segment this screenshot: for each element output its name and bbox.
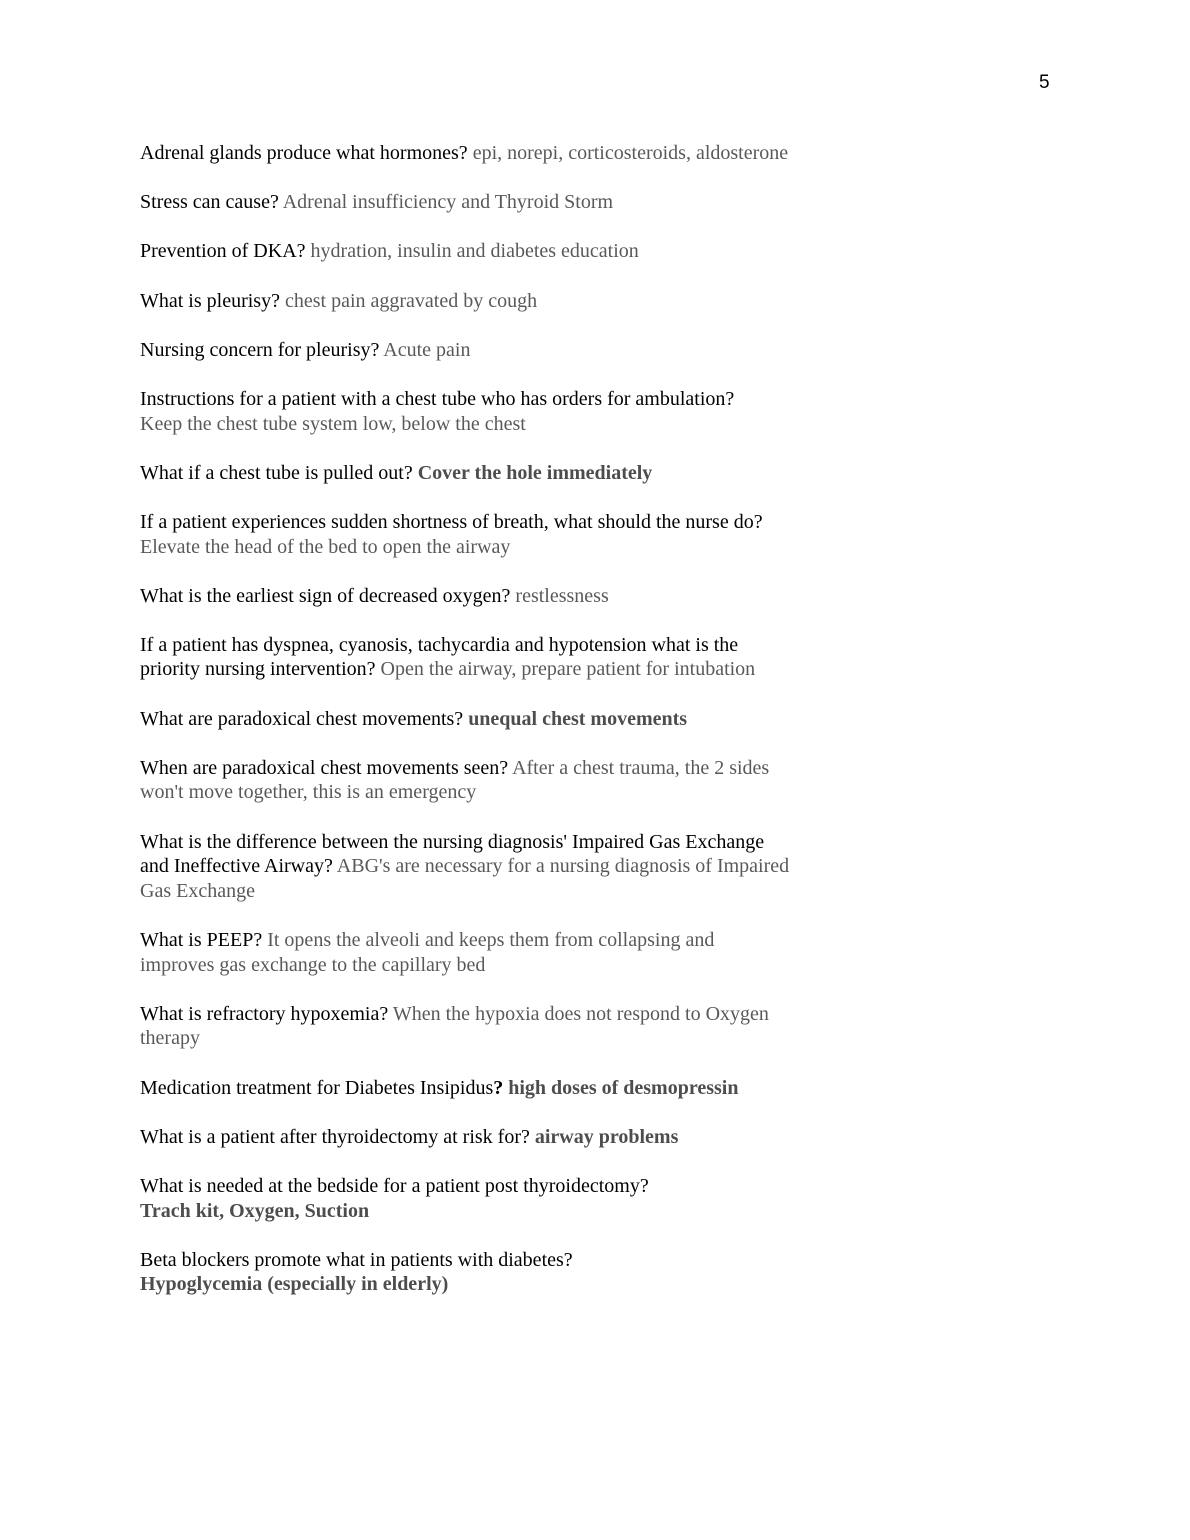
- question: Prevention of DKA?: [140, 240, 311, 263]
- qa-item: [140, 1125, 790, 1150]
- answer: hydration, insulin and diabetes education: [310, 240, 639, 263]
- answer: After a chest trauma, the 2 sides won't move together, this is an emergency: [140, 756, 770, 804]
- qa-item: [140, 141, 790, 166]
- qa-item: [140, 928, 790, 977]
- question: What is needed at the bedside for a patient post thyroidectomy?: [140, 1174, 649, 1197]
- qa-list: [140, 141, 790, 1322]
- question: Nursing concern for pleurisy?: [140, 338, 384, 361]
- qa-item: [140, 830, 790, 904]
- answer: Trach kit, Oxygen, Suction: [140, 1199, 370, 1222]
- question: Medication treatment for Diabetes Insipidus: [140, 1076, 494, 1099]
- answer: airway problems: [534, 1125, 679, 1148]
- question: What are paradoxical chest movements?: [140, 707, 469, 730]
- qa-item: [140, 584, 790, 609]
- answer: Elevate the head of the bed to open the airway: [140, 535, 511, 558]
- answer: ABG's are necessary for a nursing diagnosis of Impaired Gas Exchange: [140, 855, 790, 902]
- qa-item: [140, 510, 790, 559]
- qa-item: [140, 633, 790, 682]
- question: If a patient has dyspnea, cyanosis, tachycardia and hypotension what is the priority nursing intervention?: [140, 633, 739, 681]
- question: Instructions for a patient with a chest tube who has orders for ambulation?: [140, 387, 735, 410]
- question: What is the difference between the nursing diagnosis' Impaired Gas Exchange and Ineffective Airway?: [140, 830, 765, 878]
- question: What is PEEP?: [140, 929, 268, 951]
- question: If a patient experiences sudden shortness of breath, what should the nurse do?: [140, 510, 763, 533]
- qa-item: [140, 1002, 790, 1051]
- qa-item: [140, 338, 790, 363]
- question: Beta blockers promote what in patients with diabetes?: [140, 1248, 573, 1271]
- question: What is pleurisy?: [140, 289, 285, 312]
- question: What if a chest tube is pulled out?: [140, 461, 418, 484]
- page-number: 5: [1039, 72, 1050, 93]
- qa-item: [140, 707, 790, 732]
- answer: unequal chest movements: [468, 707, 688, 730]
- answer: When the hypoxia does not respond to Oxygen therapy: [140, 1002, 769, 1050]
- answer: Adrenal insufficiency and Thyroid Storm: [282, 191, 614, 214]
- answer: epi, norepi, corticosteroids, aldosterone: [472, 142, 789, 164]
- answer: high doses of desmopressin: [508, 1076, 739, 1099]
- qa-item: [140, 387, 790, 436]
- answer: chest pain aggravated by cough: [284, 289, 538, 312]
- question: What is the earliest sign of decreased oxygen?: [140, 584, 516, 607]
- qa-item: [140, 239, 790, 264]
- question-mark: ?: [493, 1076, 509, 1099]
- qa-item: [140, 756, 790, 805]
- answer: Acute pain: [383, 338, 471, 361]
- answer: Keep the chest tube system low, below the chest: [140, 412, 526, 435]
- qa-item: [140, 190, 790, 215]
- question: When are paradoxical chest movements seen?: [140, 756, 513, 779]
- qa-item: [140, 1174, 790, 1223]
- qa-item: [140, 1076, 790, 1101]
- answer: restlessness: [515, 584, 609, 607]
- answer: It opens the alveoli and keeps them from collapsing and improves gas exchange to the capillary bed: [140, 929, 715, 976]
- answer: Open the airway, prepare patient for intubation: [380, 658, 756, 681]
- qa-item: [140, 1248, 790, 1297]
- answer: Hypoglycemia (especially in elderly): [140, 1273, 449, 1296]
- question: Adrenal glands produce what hormones?: [140, 142, 473, 164]
- answer: Cover the hole immediately: [417, 461, 653, 484]
- question: What is a patient after thyroidectomy at risk for?: [140, 1125, 535, 1148]
- question: What is refractory hypoxemia?: [140, 1002, 393, 1025]
- qa-item: [140, 289, 790, 314]
- qa-item: [140, 461, 790, 486]
- question: Stress can cause?: [140, 191, 283, 214]
